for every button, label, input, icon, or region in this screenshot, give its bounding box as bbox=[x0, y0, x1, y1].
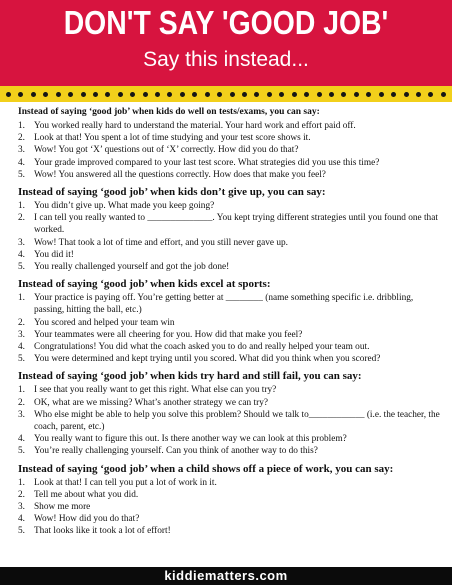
divider-dot bbox=[56, 92, 61, 97]
list-item bbox=[18, 132, 442, 144]
divider-dot bbox=[81, 92, 86, 97]
section-heading: Instead of saying ‘good job’ when kids try hard and still fail, you can say: bbox=[18, 370, 362, 383]
item-number: 1. bbox=[18, 121, 25, 131]
item-number: 3. bbox=[18, 145, 25, 156]
item-text: I see that you really want to get this right. What else can you try? bbox=[34, 385, 277, 396]
list-item bbox=[18, 144, 442, 156]
divider-dot bbox=[180, 92, 185, 97]
list-item bbox=[18, 212, 442, 236]
divider-dot bbox=[416, 92, 421, 97]
section-shows-work bbox=[18, 462, 442, 538]
item-number: 4. bbox=[18, 157, 25, 168]
list-item bbox=[18, 409, 442, 433]
divider-dot bbox=[105, 92, 110, 97]
item-text: Wow! You got ‘X’ questions out of ‘X’ correctly. How did you do that? bbox=[34, 145, 299, 156]
divider-dot bbox=[43, 92, 48, 97]
phrase-items bbox=[18, 292, 442, 365]
phrase-items bbox=[18, 384, 442, 457]
item-text: You didn’t give up. What made you keep going? bbox=[34, 201, 215, 212]
list-item bbox=[18, 249, 442, 261]
item-number: 3. bbox=[18, 502, 25, 513]
list-item bbox=[18, 292, 442, 316]
divider-dot bbox=[391, 92, 396, 97]
list-item bbox=[18, 525, 442, 537]
item-text: You scored and helped your team win bbox=[34, 317, 175, 328]
list-item bbox=[18, 157, 442, 169]
page-subtitle: Say this instead... bbox=[143, 48, 309, 71]
item-text: You’re really challenging yourself. Can you think of another way to do this? bbox=[34, 446, 318, 457]
divider-dot bbox=[254, 92, 259, 97]
item-text: You really challenged yourself and got the job done! bbox=[34, 262, 230, 273]
section-heading: Instead of saying ‘good job’ when kids don’t give up, you can say: bbox=[18, 186, 326, 199]
divider-dot bbox=[366, 92, 371, 97]
item-text: Wow! How did you do that? bbox=[34, 514, 140, 525]
list-item bbox=[18, 501, 442, 513]
item-text: Who else might be able to help you solve this problem? Should we talk to____________ (i.e. the teacher, the coach, parent, etc.) bbox=[34, 409, 440, 433]
divider-dot bbox=[379, 92, 384, 97]
divider-dot bbox=[93, 92, 98, 97]
item-text: Your teammates were all cheering for you. How did that make you feel? bbox=[34, 329, 303, 340]
item-text: You were determined and kept trying until you scored. What did you think when you scored? bbox=[34, 354, 381, 365]
list-item bbox=[18, 397, 442, 409]
item-number: 2. bbox=[18, 213, 25, 224]
divider-dot bbox=[279, 92, 284, 97]
item-number: 3. bbox=[18, 237, 25, 248]
item-text: You worked really hard to understand the material. Your hard work and effort paid off. bbox=[34, 121, 356, 131]
item-number: 1. bbox=[18, 201, 25, 212]
item-number: 4. bbox=[18, 249, 25, 260]
item-number: 2. bbox=[18, 317, 25, 328]
item-number: 1. bbox=[18, 293, 25, 304]
item-number: 1. bbox=[18, 385, 25, 396]
section-sports bbox=[18, 277, 442, 365]
list-item bbox=[18, 477, 442, 489]
divider-dot bbox=[341, 92, 346, 97]
item-number: 4. bbox=[18, 514, 25, 525]
divider-dot bbox=[428, 92, 433, 97]
item-number: 4. bbox=[18, 342, 25, 353]
item-text: Congratulations! You did what the coach asked you to do and really helped your team out. bbox=[34, 342, 370, 353]
item-number: 5. bbox=[18, 354, 25, 365]
item-text: Wow! That took a lot of time and effort, and you still never gave up. bbox=[34, 237, 288, 248]
divider-dot bbox=[167, 92, 172, 97]
item-number: 5. bbox=[18, 262, 25, 273]
item-number: 5. bbox=[18, 446, 25, 457]
item-number: 1. bbox=[18, 477, 25, 488]
list-item bbox=[18, 384, 442, 396]
section-heading: Instead of saying ‘good job’ when kids do well on tests/exams, you can say: bbox=[18, 107, 320, 117]
divider-dot bbox=[304, 92, 309, 97]
item-text: Look at that! You spent a lot of time studying and your test score shows it. bbox=[34, 133, 311, 144]
phrase-items bbox=[18, 200, 442, 273]
dotted-divider bbox=[0, 86, 452, 102]
divider-dot bbox=[205, 92, 210, 97]
item-text: Your practice is paying off. You’re getting better at ________ (name something specific i.e. dribbling, passing, hitting the ball, etc.) bbox=[34, 293, 414, 316]
section-dont-give-up bbox=[18, 185, 442, 273]
divider-dot bbox=[404, 92, 409, 97]
divider-dot bbox=[354, 92, 359, 97]
section-heading: Instead of saying ‘good job’ when a child shows off a piece of work, you can say: bbox=[18, 462, 394, 475]
list-item bbox=[18, 200, 442, 212]
divider-dot bbox=[6, 92, 11, 97]
item-text: OK, what are we missing? What’s another strategy we can try? bbox=[34, 397, 268, 408]
footer-banner bbox=[0, 567, 452, 585]
item-text: Your grade improved compared to your last test score. What strategies did you use this time? bbox=[34, 157, 380, 168]
item-number: 2. bbox=[18, 489, 25, 500]
list-item bbox=[18, 261, 442, 273]
list-item bbox=[18, 169, 442, 181]
list-item bbox=[18, 445, 442, 457]
site-url: kiddiematters.com bbox=[164, 568, 288, 583]
divider-dot bbox=[217, 92, 222, 97]
item-text: Show me more bbox=[34, 502, 91, 513]
divider-dot bbox=[441, 92, 446, 97]
list-item bbox=[18, 513, 442, 525]
list-item bbox=[18, 237, 442, 249]
divider-dot bbox=[130, 92, 135, 97]
phrase-items bbox=[18, 120, 442, 181]
page-title: DON'T SAY 'GOOD JOB' bbox=[63, 4, 389, 41]
item-number: 5. bbox=[18, 526, 25, 537]
item-text: I can tell you really wanted to ______________. You kept trying different strategies until you found one that worked. bbox=[34, 213, 438, 236]
list-item bbox=[18, 353, 442, 365]
list-item bbox=[18, 341, 442, 353]
item-number: 2. bbox=[18, 133, 25, 144]
divider-dot bbox=[317, 92, 322, 97]
header-banner bbox=[0, 0, 452, 86]
divider-dot bbox=[329, 92, 334, 97]
divider-dot bbox=[192, 92, 197, 97]
item-text: Tell me about what you did. bbox=[34, 489, 139, 500]
section-tests bbox=[18, 106, 442, 181]
list-item bbox=[18, 489, 442, 501]
list-item bbox=[18, 329, 442, 341]
divider-dot bbox=[267, 92, 272, 97]
list-item bbox=[18, 433, 442, 445]
divider-dot bbox=[230, 92, 235, 97]
divider-dot bbox=[292, 92, 297, 97]
phrase-items bbox=[18, 477, 442, 538]
divider-dot bbox=[242, 92, 247, 97]
phrase-list bbox=[0, 106, 452, 567]
item-number: 3. bbox=[18, 329, 25, 340]
section-heading: Instead of saying ‘good job’ when kids excel at sports: bbox=[18, 278, 271, 291]
divider-dot bbox=[118, 92, 123, 97]
list-item bbox=[18, 317, 442, 329]
item-text: Look at that! I can tell you put a lot of work in it. bbox=[34, 477, 217, 488]
section-try-hard-fail bbox=[18, 369, 442, 457]
divider-dot bbox=[31, 92, 36, 97]
item-number: 4. bbox=[18, 434, 25, 445]
divider-dot bbox=[68, 92, 73, 97]
divider-dot bbox=[155, 92, 160, 97]
divider-dot bbox=[143, 92, 148, 97]
item-text: Wow! You answered all the questions correctly. How does that make you feel? bbox=[34, 169, 326, 180]
item-number: 5. bbox=[18, 169, 25, 180]
divider-dot bbox=[18, 92, 23, 97]
item-number: 2. bbox=[18, 397, 25, 408]
item-text: You really want to figure this out. Is there another way we can look at this problem? bbox=[34, 434, 347, 445]
list-item bbox=[18, 120, 442, 132]
item-text: That looks like it took a lot of effort! bbox=[34, 526, 171, 537]
item-number: 3. bbox=[18, 409, 25, 420]
item-text: You did it! bbox=[34, 249, 74, 260]
